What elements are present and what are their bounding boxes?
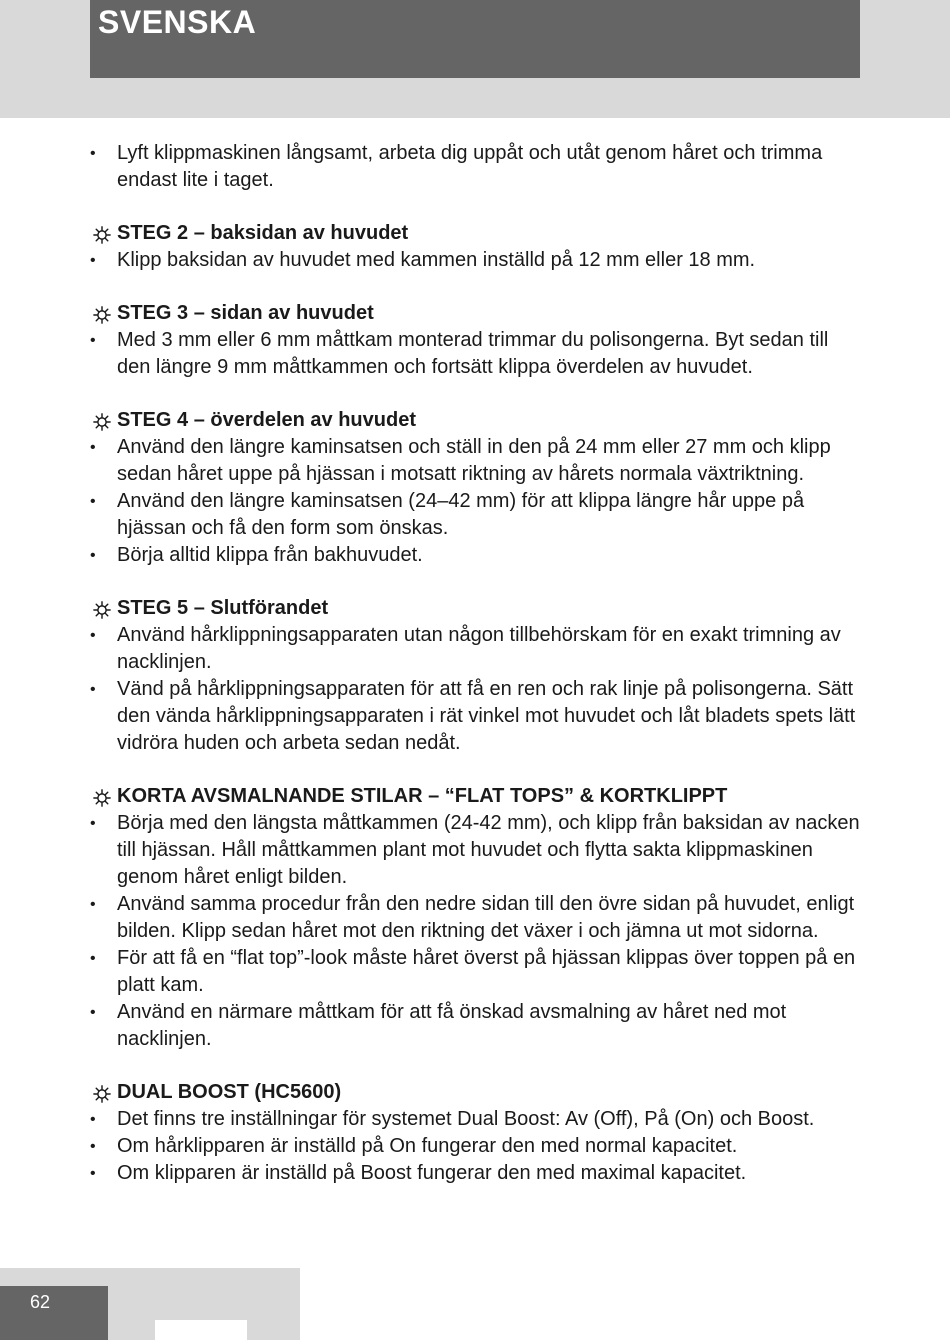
section-title	[90, 783, 865, 810]
section	[90, 407, 865, 569]
bullet-icon: •	[90, 493, 96, 510]
list-item	[90, 891, 865, 945]
list-item	[90, 488, 865, 542]
list-item	[90, 945, 865, 999]
bullet-icon: •	[90, 950, 96, 967]
header-bar	[90, 0, 860, 78]
section	[90, 220, 865, 274]
list-item-text: Klipp baksidan av huvudet med kammen inställd på 12 mm eller 18 mm.	[117, 249, 756, 271]
list-item-text: Använd hårklippningsapparaten utan någon tillbehörskam för en exakt trimning av nacklinjen.	[117, 624, 841, 673]
list-item-text: Använd den längre kaminsatsen (24–42 mm) för att klippa längre hår uppe på hjässan och få den form som önskas.	[117, 490, 805, 539]
list-item-text: Om klipparen är inställd på Boost fungerar den med maximal kapacitet.	[117, 1162, 747, 1184]
list-item	[90, 1160, 865, 1187]
section-title-text: STEG 5 – Slutförandet	[117, 597, 329, 619]
bullet-icon: •	[90, 332, 96, 349]
list-item-text: Använd den längre kaminsatsen och ställ in den på 24 mm eller 27 mm och klipp sedan håret uppe på hjässan i motsatt riktning av hårets normala växtriktning.	[117, 436, 831, 485]
list-item	[90, 327, 865, 381]
section-title-text: DUAL BOOST (HC5600)	[117, 1081, 342, 1103]
sparkle-star-icon	[93, 305, 111, 323]
bullet-icon: •	[90, 145, 96, 162]
section-title	[90, 220, 865, 247]
bullet-icon: •	[90, 627, 96, 644]
list-item-text: Lyft klippmaskinen långsamt, arbeta dig uppåt och utåt genom håret och trimma endast lite i taget.	[117, 142, 823, 191]
section-title-text: STEG 3 – sidan av huvudet	[117, 302, 374, 324]
list-item-text: Om hårklipparen är inställd på On fungerar den med normal kapacitet.	[117, 1135, 738, 1157]
bullet-icon: •	[90, 252, 96, 269]
list-item	[90, 1106, 865, 1133]
sparkle-star-icon	[93, 600, 111, 618]
list-item	[90, 676, 865, 757]
list-item	[90, 434, 865, 488]
section	[90, 300, 865, 381]
list-item-text: Börja med den längsta måttkammen (24-42 mm), och klipp från baksidan av nacken till hjässan. Håll måttkammen plant mot huvudet och flytta sakta klippmaskinen genom håret enligt bilden.	[117, 812, 860, 888]
main-content	[90, 140, 865, 1187]
list-item-text: Använd samma procedur från den nedre sidan till den övre sidan på huvudet, enligt bilden. Klipp sedan håret mot den riktning det växer i och jämna ut mot sidorna.	[117, 893, 855, 942]
bullet-list	[90, 247, 865, 274]
bullet-icon: •	[90, 547, 96, 564]
list-item	[90, 999, 865, 1053]
section	[90, 783, 865, 1053]
list-item	[90, 140, 865, 194]
list-item-text: För att få en “flat top”-look måste håret överst på hjässan klippas över toppen på en platt kam.	[117, 947, 856, 996]
list-item	[90, 810, 865, 891]
section-title	[90, 1079, 865, 1106]
section-title-text: STEG 2 – baksidan av huvudet	[117, 222, 409, 244]
bullet-list	[90, 434, 865, 569]
footer-mark	[155, 1320, 247, 1340]
bullet-icon: •	[90, 1004, 96, 1021]
bullet-list	[90, 810, 865, 1053]
bullet-icon: •	[90, 1165, 96, 1182]
list-item-text: Använd en närmare måttkam för att få önskad avsmalning av håret ned mot nacklinjen.	[117, 1001, 787, 1050]
section-title	[90, 595, 865, 622]
sections	[90, 220, 865, 1187]
bullet-list	[90, 622, 865, 757]
list-item	[90, 542, 865, 569]
section	[90, 595, 865, 757]
section-title-text: KORTA AVSMALNANDE STILAR – “FLAT TOPS” & KORTKLIPPT	[117, 785, 728, 807]
bullet-list	[90, 1106, 865, 1187]
page-title: SVENSKA	[98, 4, 257, 40]
section	[90, 1079, 865, 1187]
list-item-text: Med 3 mm eller 6 mm måttkam monterad trimmar du polisongerna. Byt sedan till den längre 9 mm måttkammen och fortsätt klippa överdelen av huvudet.	[117, 329, 829, 378]
list-item-text: Vänd på hårklippningsapparaten för att få en ren och rak linje på polisongerna. Sätt den vända hårklippningsapparaten i rät vinkel mot huvudet och låt bladets spets lätt vidröra huden och arbeta sedan nedåt.	[117, 678, 856, 754]
list-item	[90, 1133, 865, 1160]
bullet-icon: •	[90, 1111, 96, 1128]
list-item	[90, 622, 865, 676]
section-title-text: STEG 4 – överdelen av huvudet	[117, 409, 416, 431]
section-title	[90, 300, 865, 327]
bullet-icon: •	[90, 681, 96, 698]
sparkle-star-icon	[93, 412, 111, 430]
bullet-icon: •	[90, 896, 96, 913]
list-item-text: Det finns tre inställningar för systemet Dual Boost: Av (Off), På (On) och Boost.	[117, 1108, 815, 1130]
section-title	[90, 407, 865, 434]
sparkle-star-icon	[93, 1084, 111, 1102]
list-item	[90, 247, 865, 274]
bullet-icon: •	[90, 439, 96, 456]
bullet-icon: •	[90, 815, 96, 832]
sparkle-star-icon	[93, 788, 111, 806]
page-number-box	[0, 1286, 108, 1340]
bullet-icon: •	[90, 1138, 96, 1155]
intro-list	[90, 140, 865, 194]
page-number: 62	[30, 1292, 51, 1312]
sparkle-star-icon	[93, 225, 111, 243]
bullet-list	[90, 327, 865, 381]
list-item-text: Börja alltid klippa från bakhuvudet.	[117, 544, 423, 566]
